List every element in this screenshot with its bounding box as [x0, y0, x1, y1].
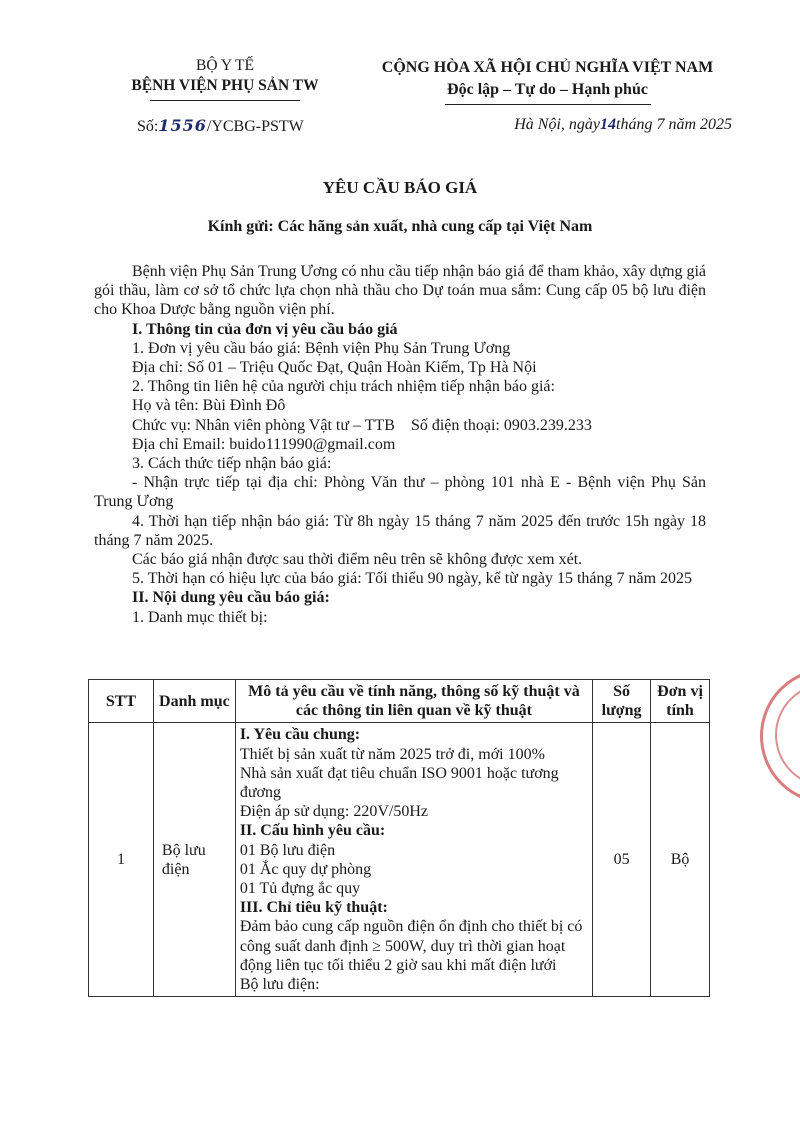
- section-2-item-1: 1. Danh mục thiết bị:: [132, 608, 268, 626]
- section-1-item-4: 4. Thời hạn tiếp nhận báo giá: Từ 8h ngày 15 tháng 7 năm 2025 đến trước 15h ngày 18 tháng 7 năm 2025.: [94, 512, 706, 549]
- table-header-row: [89, 680, 710, 723]
- header-divider-right: [445, 104, 651, 105]
- desc-line: Nhà sản xuất đạt tiêu chuẩn ISO 9001 hoặc tương đương: [239, 764, 559, 802]
- contact-name: Họ và tên: Bùi Đình Đô: [132, 397, 286, 415]
- reference-number: 1556: [158, 116, 207, 135]
- date-day: 14: [600, 116, 616, 133]
- section-1-item-2: 2. Thông tin liên hệ của người chịu trách nhiệm tiếp nhận báo giá:: [132, 378, 555, 396]
- row-category: Bộ lưu điện: [153, 723, 235, 997]
- reference-suffix: /YCBG-PSTW: [206, 118, 304, 135]
- desc-heading-configuration: II. Cấu hình yêu cầu:: [239, 822, 386, 840]
- organization-header: [105, 56, 345, 96]
- equipment-table: [88, 679, 710, 997]
- section-1-item-3: 3. Cách thức tiếp nhận báo giá:: [132, 455, 332, 473]
- motto: Độc lập – Tự do – Hạnh phúc: [447, 81, 648, 98]
- header-unit: Đơn vị tính: [651, 680, 710, 723]
- row-stt: 1: [89, 723, 154, 997]
- date-prefix: Hà Nội, ngày: [514, 116, 600, 133]
- national-motto-header: [355, 57, 740, 101]
- desc-heading-general: I. Yêu cầu chung:: [239, 726, 361, 744]
- desc-line: Thiết bị sản xuất từ năm 2025 trở đi, mới 100%: [239, 745, 545, 763]
- document-date: [514, 116, 732, 134]
- header-divider-left: [150, 100, 300, 101]
- country-name: CỘNG HÒA XÃ HỘI CHỦ NGHĨA VIỆT NAM: [381, 59, 714, 76]
- header-description: Mô tả yêu cầu về tính năng, thông số kỹ thuật và các thông tin liên quan về kỹ thuật: [235, 680, 592, 723]
- desc-line: Điện áp sử dụng: 220V/50Hz: [239, 803, 429, 821]
- header-stt: STT: [89, 680, 154, 723]
- contact-position-phone: [94, 416, 706, 435]
- desc-line: 01 Tủ đựng ắc quy: [239, 880, 361, 898]
- header-category: Danh mục: [153, 680, 235, 723]
- row-description: [235, 723, 592, 997]
- contact-position: Chức vụ: Nhân viên phòng Vật tư – TTB: [132, 416, 395, 434]
- contact-phone: Số điện thoại: 0903.239.233: [410, 416, 592, 434]
- section-1-item-1: 1. Đơn vị yêu cầu báo giá: Bệnh viện Phụ Sản Trung Ương: [132, 339, 511, 357]
- row-quantity: 05: [593, 723, 651, 997]
- ministry-name: BỘ Y TẾ: [196, 57, 254, 74]
- document-title: YÊU CẦU BÁO GIÁ: [322, 178, 478, 197]
- late-quotes-note: Các báo giá nhận được sau thời điểm nêu trên sẽ không được xem xét.: [132, 551, 583, 569]
- section-1-address: Địa chỉ: Số 01 – Triệu Quốc Đạt, Quận Hoàn Kiếm, Tp Hà Nội: [132, 359, 537, 377]
- red-seal-stamp: [760, 668, 800, 804]
- document-reference: [137, 116, 304, 136]
- desc-line: Đảm bảo cung cấp nguồn điện ổn định cho thiết bị có công suất danh định ≥ 500W, duy trì thời gian hoạt động liên tục tối thiểu 2 giờ sau khi mất điện lưới: [239, 918, 583, 974]
- section-1-item-5: 5. Thời hạn có hiệu lực của báo giá: Tối thiểu 90 ngày, kể từ ngày 15 tháng 7 năm 2025: [132, 570, 693, 588]
- header-quantity: Số lượng: [593, 680, 651, 723]
- greeting: Kính gửi: Các hãng sản xuất, nhà cung cấp tại Việt Nam: [207, 218, 593, 235]
- desc-line: 01 Ắc quy dự phòng: [239, 860, 372, 878]
- desc-heading-technical: III. Chỉ tiêu kỹ thuật:: [239, 899, 388, 917]
- section-1-title: I. Thông tin của đơn vị yêu cầu báo giá: [132, 320, 398, 338]
- contact-email: Địa chỉ Email: buido111990@gmail.com: [132, 435, 396, 453]
- reference-prefix: Số:: [137, 118, 159, 135]
- desc-line: Bộ lưu điện:: [239, 976, 320, 994]
- intro-paragraph: Bệnh viện Phụ Sản Trung Ương có nhu cầu tiếp nhận báo giá để tham khảo, xây dựng giá gói thầu, làm cơ sở tổ chức lựa chọn nhà thầu cho Dự toán mua sắm: Cung cấp 05 bộ lưu điện cho Khoa Dược bằng nguồn viện phí.: [94, 263, 706, 319]
- row-unit: Bộ: [651, 723, 710, 997]
- hospital-name: BỆNH VIỆN PHỤ SẢN TW: [131, 77, 319, 94]
- section-2-title: II. Nội dung yêu cầu báo giá:: [132, 589, 330, 607]
- date-suffix: tháng 7 năm 2025: [616, 116, 732, 133]
- table-row: [89, 723, 710, 997]
- desc-line: 01 Bộ lưu điện: [239, 841, 336, 859]
- document-body: [94, 262, 706, 627]
- receiving-method: - Nhận trực tiếp tại địa chỉ: Phòng Văn thư – phòng 101 nhà E - Bệnh viện Phụ Sản Trung Ương: [94, 474, 706, 511]
